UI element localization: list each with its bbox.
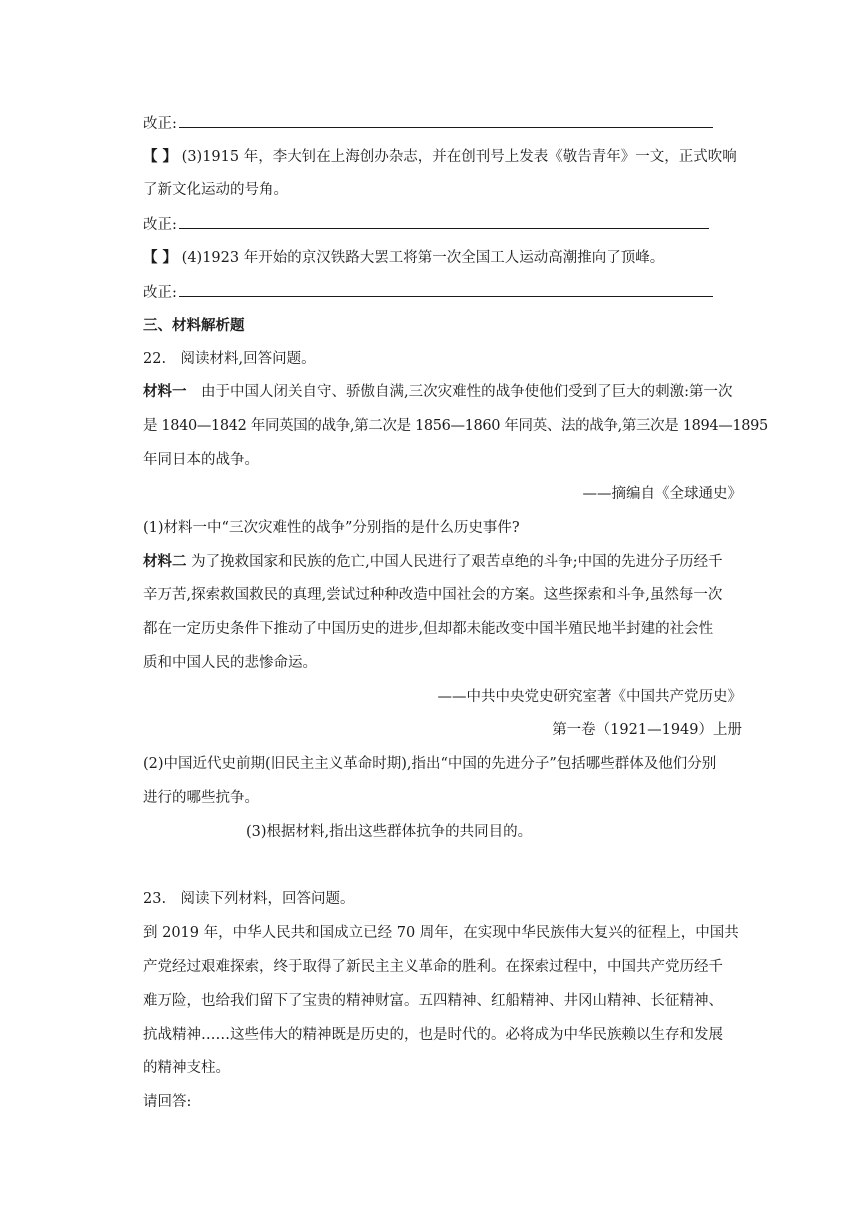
correction-label: 改正: bbox=[143, 217, 177, 233]
answer-blank[interactable] bbox=[179, 113, 713, 128]
sub-question-2-line-2: 进行的哪些抗争。 bbox=[143, 790, 259, 806]
material-2-line-4: 质和中国人民的悲惨命运。 bbox=[143, 655, 317, 671]
material-2-line-3: 都在一定历史条件下推动了中国历史的进步,但却都未能改变中国半殖民地半封建的社会性 bbox=[143, 621, 714, 637]
question-23-line-4: 抗战精神……这些伟大的精神既是历史的，也是时代的。必将成为中华民族赖以生存和发展 bbox=[143, 1027, 723, 1043]
answer-bracket[interactable]: 【 】 bbox=[143, 148, 178, 165]
question-23-line-2: 产党经过艰难探索，终于取得了新民主主义革命的胜利。在探索过程中，中国共产党历经千 bbox=[143, 959, 723, 975]
sub-question-1: (1)材料一中“三次灾难性的战争”分别指的是什么历史事件? bbox=[143, 520, 520, 536]
correction-line-4 bbox=[143, 282, 753, 303]
answer-blank[interactable] bbox=[179, 214, 709, 229]
material-2-line-2: 辛万苦,探索救国救民的真理,尝试过种种改造中国社会的方案。这些探索和斗争,虽然每一次 bbox=[143, 587, 723, 603]
answer-bracket[interactable]: 【 】 bbox=[143, 249, 178, 266]
sub-question-3: (3)根据材料,指出这些群体抗争的共同目的。 bbox=[246, 824, 533, 840]
question-23-prompt: 请回答: bbox=[143, 1094, 192, 1110]
question-22-title: 22. 阅读材料,回答问题。 bbox=[143, 351, 316, 367]
item-3-text: (3)1915 年，李大钊在上海创办杂志，并在创刊号上发表《敬告青年》一文，正式吹响 bbox=[181, 149, 737, 165]
item-4-text: (4)1923 年开始的京汉铁路大罢工将第一次全国工人运动高潮推向了顶峰。 bbox=[181, 250, 665, 266]
item-3-line-1 bbox=[143, 147, 753, 167]
material-1-line-2: 是 1840—1842 年同英国的战争,第二次是 1856—1860 年同英、法的战争,第三次是 1894—1895 bbox=[143, 418, 768, 434]
question-23-line-3: 难万险，也给我们留下了宝贵的精神财富。五四精神、红船精神、井冈山精神、长征精神、 bbox=[143, 993, 723, 1009]
material-2-text: 为了挽救国家和民族的危亡,中国人民进行了艰苦卓绝的斗争;中国的先进分子历经千 bbox=[186, 554, 723, 570]
material-2-line-1 bbox=[143, 552, 753, 572]
answer-blank[interactable] bbox=[179, 282, 713, 297]
material-1-label: 材料一 bbox=[143, 383, 187, 400]
material-2-label: 材料二 bbox=[143, 553, 187, 570]
correction-line-3 bbox=[143, 214, 753, 235]
material-1-line-3: 年同日本的战争。 bbox=[143, 452, 259, 468]
material-1-text: 由于中国人闭关自守、骄傲自满,三次灾难性的战争使他们受到了巨大的刺激:第一次 bbox=[186, 384, 733, 400]
question-23-line-1: 到 2019 年，中华人民共和国成立已经 70 周年，在实现中华民族伟大复兴的征程上，中国共 bbox=[143, 925, 739, 941]
sub-question-2-line-1: (2)中国近代史前期(旧民主主义革命时期),指出“中国的先进分子”包括哪些群体及他们分别 bbox=[143, 756, 717, 772]
item-4-line-1 bbox=[143, 248, 753, 268]
material-1-line-1 bbox=[143, 382, 753, 402]
section-heading: 三、材料解析题 bbox=[143, 317, 245, 334]
correction-label: 改正: bbox=[143, 116, 177, 132]
question-23-line-5: 的精神支柱。 bbox=[143, 1060, 230, 1076]
correction-label: 改正: bbox=[143, 285, 177, 301]
material-1-source: ——摘编自《全球通史》 bbox=[582, 486, 742, 502]
material-2-source-1: ——中共中央党史研究室著《中国共产党历史》 bbox=[437, 689, 742, 705]
question-23-title: 23. 阅读下列材料，回答问题。 bbox=[143, 891, 355, 907]
item-3-line-2: 了新文化运动的号角。 bbox=[143, 182, 288, 198]
material-2-source-2: 第一卷（1921—1949）上册 bbox=[552, 722, 742, 738]
correction-line-2 bbox=[143, 113, 753, 134]
